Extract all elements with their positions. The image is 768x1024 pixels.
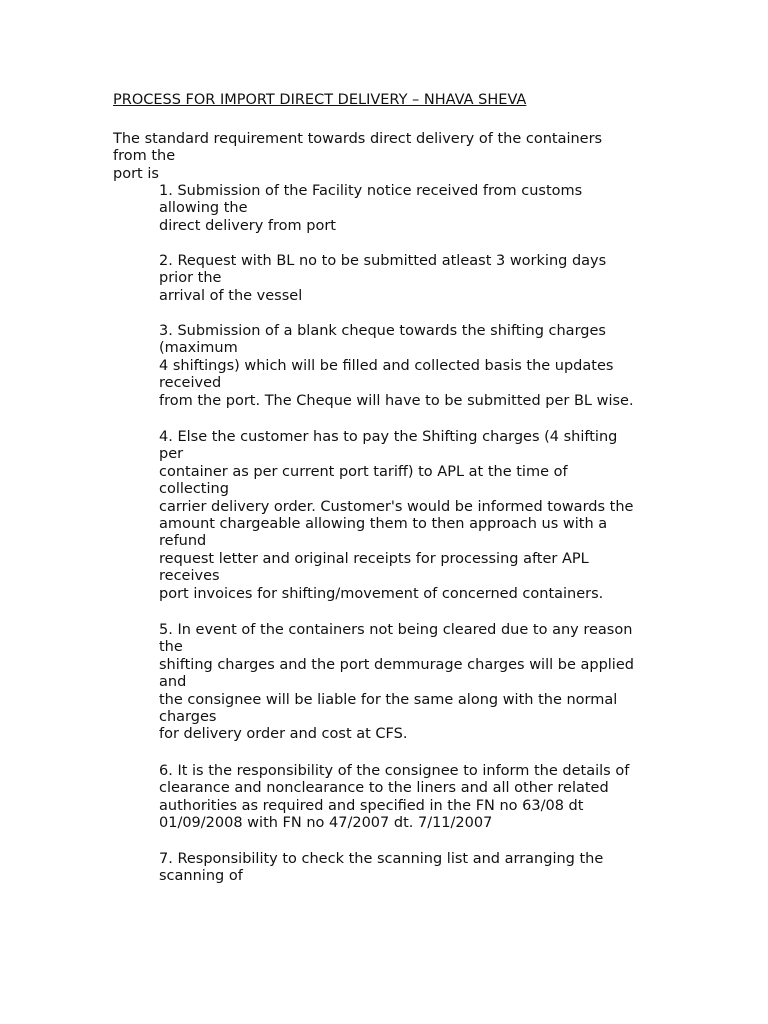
list-item-line: (maximum <box>159 340 238 357</box>
document-title: PROCESS FOR IMPORT DIRECT DELIVERY – NHAVA SHEVA <box>113 92 527 108</box>
list-item-1 <box>159 183 679 235</box>
list-item-line: amount chargeable allowing them to then approach us with a <box>159 516 608 533</box>
intro-line: from the <box>113 148 176 165</box>
list-item-line: 3. Submission of a blank cheque towards the shifting charges <box>159 323 606 339</box>
list-item-7 <box>159 851 679 886</box>
list-item-line: request letter and original receipts for processing after APL <box>159 550 589 567</box>
list-item-line: 2. Request with BL no to be submitted atleast 3 working days <box>159 253 607 269</box>
list-item-line: 4 shiftings) which will be filled and collected basis the updates <box>159 357 614 374</box>
list-item-line: scanning of <box>159 868 243 885</box>
list-item-line: from the port. The Cheque will have to be submitted per BL wise. <box>159 392 634 409</box>
list-item-line: 1. Submission of the Facility notice received from customs <box>159 183 583 199</box>
list-item-line: 01/09/2008 with FN no 47/2007 dt. 7/11/2007 <box>159 815 493 832</box>
list-item-5 <box>159 622 679 744</box>
list-item-2 <box>159 253 679 305</box>
list-item-3 <box>159 323 679 410</box>
list-item-line: collecting <box>159 481 229 498</box>
list-item-line: 5. In event of the containers not being cleared due to any reason <box>159 622 633 638</box>
list-item-line: arrival of the vessel <box>159 287 303 304</box>
list-item-line: 7. Responsibility to check the scanning list and arranging the <box>159 851 604 867</box>
list-item-line: 4. Else the customer has to pay the Shifting charges (4 shifting <box>159 429 618 445</box>
list-item-line: the consignee will be liable for the same along with the normal <box>159 691 618 708</box>
list-item-line: received <box>159 375 222 392</box>
list-item-6 <box>159 763 679 833</box>
list-item-line: for delivery order and cost at CFS. <box>159 726 408 743</box>
list-item-line: charges <box>159 709 217 726</box>
intro-paragraph <box>113 131 673 183</box>
list-item-line: refund <box>159 533 207 550</box>
list-item-line: the <box>159 639 183 656</box>
intro-line: port is <box>113 165 159 182</box>
list-item-line: 6. It is the responsibility of the consignee to inform the details of <box>159 763 630 779</box>
list-item-4 <box>159 429 679 603</box>
list-item-line: direct delivery from port <box>159 217 336 234</box>
list-item-line: per <box>159 446 184 463</box>
list-item-line: prior the <box>159 270 222 287</box>
list-item-line: container as per current port tariff) to APL at the time of <box>159 463 568 480</box>
list-item-line: shifting charges and the port demmurage charges will be applied <box>159 656 634 673</box>
list-item-line: authorities as required and specified in the FN no 63/08 dt <box>159 797 584 814</box>
list-item-line: carrier delivery order. Customer's would be informed towards the <box>159 498 634 515</box>
list-item-line: and <box>159 674 187 691</box>
list-item-line: receives <box>159 568 220 585</box>
list-item-line: clearance and nonclearance to the liners and all other related <box>159 780 609 797</box>
intro-line: The standard requirement towards direct delivery of the containers <box>113 131 603 147</box>
list-item-line: port invoices for shifting/movement of concerned containers. <box>159 585 604 602</box>
list-item-line: allowing the <box>159 200 248 217</box>
